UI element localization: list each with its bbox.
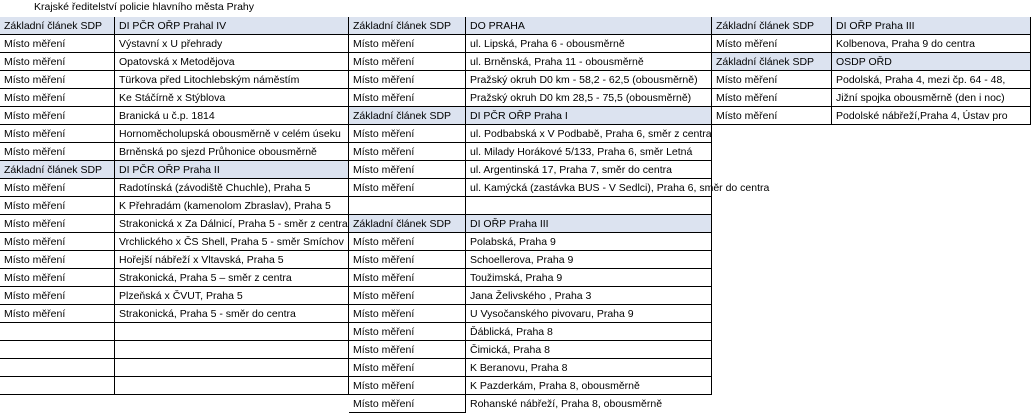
grid-cell[interactable] [115,359,349,377]
location-cell[interactable]: Jana Želivského , Praha 3 [470,290,592,302]
row-label[interactable]: Místo měření [349,359,466,377]
location-cell[interactable]: Strakonická x Za Dálnicí, Praha 5 - směr z centra [119,218,348,230]
row-label[interactable]: Místo měření [349,395,466,413]
section-label[interactable]: Základní článek SDP [712,17,832,35]
section-label[interactable]: Základní článek SDP [349,215,466,233]
row-label[interactable]: Místo měření [0,269,115,287]
row-label[interactable]: Místo měření [0,305,115,323]
section-header[interactable]: DI OŘP Praha III [832,17,1031,35]
location-cell[interactable]: Radotínská (závodiště Chuchle), Praha 5 [119,182,311,194]
row-label[interactable]: Místo měření [349,71,466,89]
location-cell[interactable]: Opatovská x Metodějova [119,56,235,68]
row-label[interactable]: Místo měření [349,323,466,341]
row-label[interactable]: Místo měření [349,377,466,395]
section-header[interactable]: DI PČR OŘP Praha I [466,107,712,125]
location-cell[interactable]: ul. Podbabská x V Podbabě, Praha 6, směr z centra [470,128,712,140]
row-label[interactable]: Místo měření [349,287,466,305]
row-label[interactable]: Místo měření [0,89,115,107]
location-cell[interactable]: Türkova před Litochlebským náměstím [119,74,300,86]
row-label[interactable]: Místo měření [0,71,115,89]
row-label[interactable]: Místo měření [0,53,115,71]
grid-cell[interactable] [0,323,115,341]
location-cell[interactable]: Polabská, Praha 9 [470,236,556,248]
grid-cell[interactable] [115,323,349,341]
location-cell[interactable]: Pražský okruh D0 km 28,5 - 75,5 (obousměrně) [470,92,692,104]
row-label[interactable]: Místo měření [349,161,466,179]
section-label[interactable]: Základní článek SDP [0,17,115,35]
row-label[interactable]: Místo měření [0,179,115,197]
row-label[interactable]: Místo měření [349,251,466,269]
row-label[interactable]: Místo měření [712,35,832,53]
section-label[interactable]: Základní článek SDP [0,161,115,179]
section-header[interactable]: OSDP OŘD [832,53,1031,71]
row-label[interactable]: Místo měření [712,107,832,125]
row-label[interactable]: Místo měření [0,197,115,215]
row-label[interactable]: Místo měření [0,107,115,125]
location-cell[interactable]: Hornoměcholupská obousměrně v celém úseku [119,128,341,140]
section-header[interactable]: DI PČR OŘP Praha II [115,161,349,179]
location-cell[interactable]: ul. Lipská, Praha 6 - obousměrně [470,38,625,50]
location-cell[interactable]: Strakonická, Praha 5 – směr z centra [119,272,292,284]
row-label[interactable]: Místo měření [0,287,115,305]
location-cell[interactable]: Podolská, Praha 4, mezi čp. 64 - 48, [836,74,1006,86]
section-label[interactable]: Základní článek SDP [349,17,466,35]
location-cell[interactable]: Ke Stáčírně x Stýblova [119,92,226,104]
location-cell[interactable]: Rohanské nábřeží, Praha 8, obousměrně [470,398,663,410]
location-cell[interactable]: ul. Milady Horákové 5/133, Praha 6, směr Letná [470,146,693,158]
row-label[interactable]: Místo měření [0,143,115,161]
grid-cell[interactable] [349,197,466,215]
location-cell[interactable]: ul. Argentinská 17, Praha 7, směr do centra [470,164,672,176]
row-label[interactable]: Místo měření [712,71,832,89]
grid-cell[interactable] [0,341,115,359]
location-cell[interactable]: K Beranovu, Praha 8 [470,362,568,374]
grid-cell[interactable] [0,359,115,377]
location-cell[interactable]: Jižní spojka obousměrně (den i noc) [836,92,1005,104]
row-label[interactable]: Místo měření [349,89,466,107]
location-cell[interactable]: K Přehradám (kamenolom Zbraslav), Praha 5 [119,200,331,212]
row-label[interactable]: Místo měření [0,125,115,143]
location-cell[interactable]: Ďáblická, Praha 8 [470,326,553,338]
row-label[interactable]: Místo měření [349,35,466,53]
location-cell[interactable]: Plzeňská x ČVUT, Praha 5 [119,290,243,302]
row-label[interactable]: Místo měření [349,269,466,287]
row-label[interactable]: Místo měření [0,251,115,269]
grid-cell[interactable] [115,341,349,359]
location-cell[interactable]: Výstavní x U přehrady [119,38,223,50]
grid-cell[interactable] [466,197,712,215]
row-label[interactable]: Místo měření [349,53,466,71]
location-cell[interactable]: Hořejší nábřeží x Vltavská, Praha 5 [119,254,284,266]
location-cell[interactable]: Kolbenova, Praha 9 do centra [836,38,975,50]
section-header[interactable]: DO PRAHA [466,17,712,35]
grid-cell[interactable] [0,377,115,395]
location-cell[interactable]: Strakonická, Praha 5 - směr do centra [119,308,296,320]
sheet-title: Krajské ředitelství policie hlavního města Prahy [34,1,255,13]
row-label[interactable]: Místo měření [349,305,466,323]
section-header[interactable]: DI PČR OŘP Prahal IV [115,17,349,35]
section-label[interactable]: Základní článek SDP [349,107,466,125]
location-cell[interactable]: Čimická, Praha 8 [470,344,550,356]
location-cell[interactable]: U Vysočanského pivovaru, Praha 9 [470,308,634,320]
location-cell[interactable]: Vrchlického x ČS Shell, Praha 5 - směr Smíchov [119,236,344,248]
location-cell[interactable]: ul. Brněnská, Praha 11 - obousměrně [470,56,644,68]
location-cell[interactable]: K Pazderkám, Praha 8, obousměrně [470,380,640,392]
row-label[interactable]: Místo měření [349,179,466,197]
location-cell[interactable]: Pražský okruh D0 km - 58,2 - 62,5 (obousměrně) [470,74,698,86]
row-label[interactable]: Místo měření [0,233,115,251]
row-label[interactable]: Místo měření [349,125,466,143]
location-cell[interactable]: Brněnská po sjezd Průhonice obousměrně [119,146,317,158]
section-label[interactable]: Základní článek SDP [712,53,832,71]
row-label[interactable]: Místo měření [349,341,466,359]
row-label[interactable]: Místo měření [349,233,466,251]
section-header[interactable]: DI OŘP Praha III [466,215,712,233]
row-label[interactable]: Místo měření [0,215,115,233]
location-cell[interactable]: Podolské nábřeží,Praha 4, Ústav pro [836,110,1008,122]
location-cell[interactable]: ul. Kamýcká (zastávka BUS - V Sedlci), Praha 6, směr do centra [470,182,770,194]
row-label[interactable]: Místo měření [0,35,115,53]
location-cell[interactable]: Branická u č.p. 1814 [119,110,215,122]
row-label[interactable]: Místo měření [712,89,832,107]
location-cell[interactable]: Schoellerova, Praha 9 [470,254,574,266]
row-label[interactable]: Místo měření [349,143,466,161]
location-cell[interactable]: Toužimská, Praha 9 [470,272,563,284]
grid-cell[interactable] [115,377,349,395]
